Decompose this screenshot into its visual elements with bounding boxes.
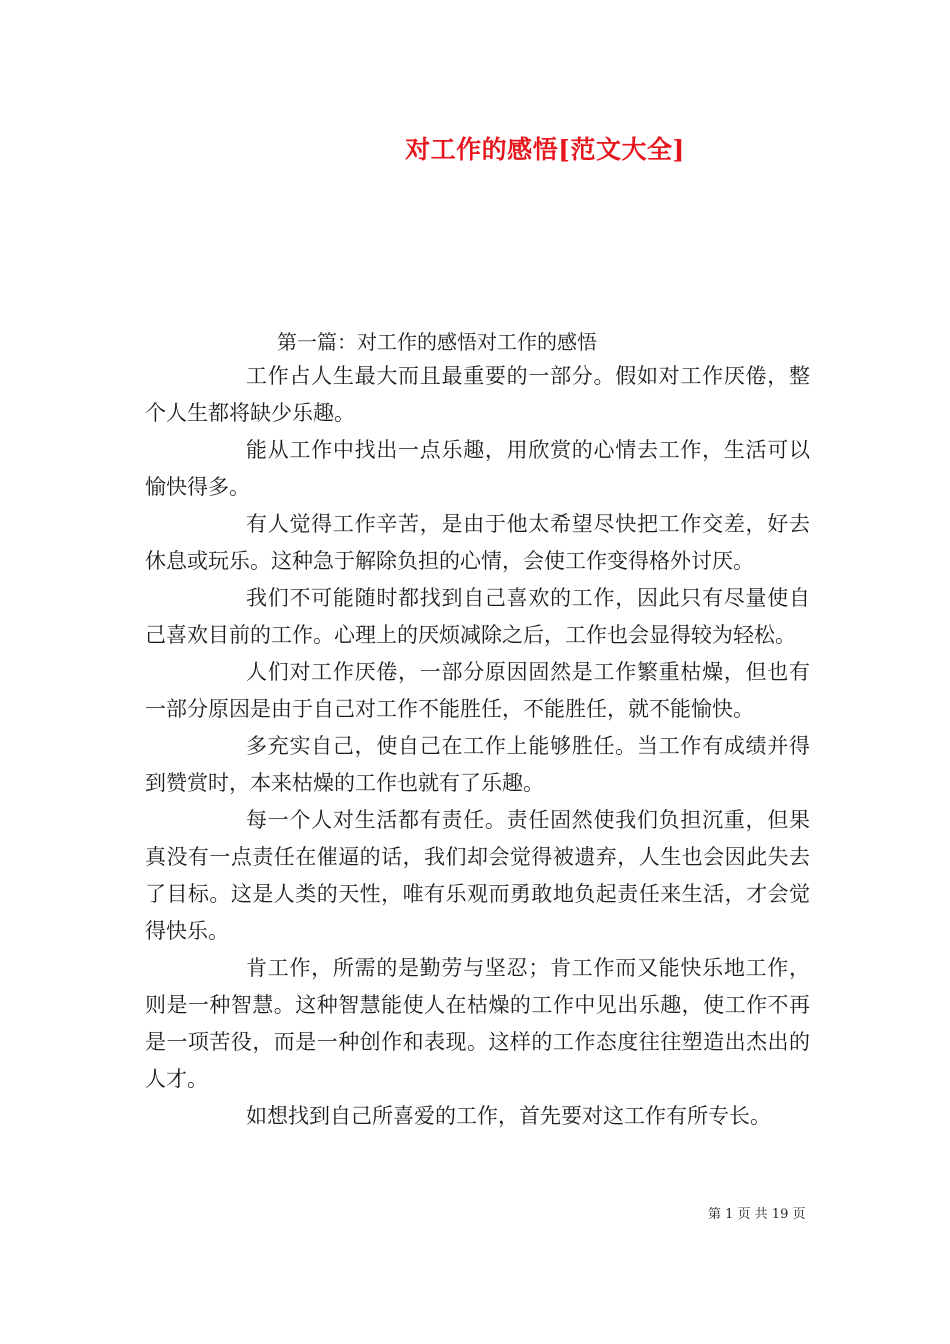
- paragraph: 肯工作，所需的是勤劳与坚忍；肯工作而又能快乐地工作，则是一种智慧。这种智慧能使人在枯燥的工作中见出乐趣，使工作不再是一项苦役，而是一种创作和表现。这样的工作态度往往塑造出杰出的人才。: [145, 956, 810, 1091]
- paragraph: 多充实自己，使自己在工作上能够胜任。当工作有成绩并得到赞赏时，本来枯燥的工作也就有了乐趣。: [145, 734, 810, 795]
- paragraph: 我们不可能随时都找到自己喜欢的工作，因此只有尽量使自己喜欢目前的工作。心理上的厌烦减除之后，工作也会显得较为轻松。: [145, 586, 810, 647]
- body-text: [145, 358, 810, 1135]
- paragraph: 每一个人对生活都有责任。责任固然使我们负担沉重，但果真没有一点责任在催逼的话，我们却会觉得被遗弃，人生也会因此失去了目标。这是人类的天性，唯有乐观而勇敢地负起责任来生活，才会觉得快乐。: [145, 808, 810, 943]
- paragraph: 能从工作中找出一点乐趣，用欣赏的心情去工作，生活可以愉快得多。: [145, 438, 810, 499]
- section-heading: 第一篇：对工作的感悟对工作的感悟: [277, 330, 597, 354]
- paragraph: 如想找到自己所喜爱的工作，首先要对这工作有所专长。: [246, 1104, 771, 1128]
- document-title: 对工作的感悟[范文大全]: [405, 135, 685, 164]
- page-number-footer: 第 1 页 共 19 页: [708, 1207, 806, 1222]
- paragraph: 工作占人生最大而且最重要的一部分。假如对工作厌倦，整个人生都将缺少乐趣。: [145, 364, 810, 425]
- paragraph: 有人觉得工作辛苦，是由于他太希望尽快把工作交差，好去休息或玩乐。这种急于解除负担的心情，会使工作变得格外讨厌。: [145, 512, 810, 573]
- paragraph: 人们对工作厌倦，一部分原因固然是工作繁重枯燥，但也有一部分原因是由于自己对工作不能胜任，不能胜任，就不能愉快。: [145, 660, 810, 721]
